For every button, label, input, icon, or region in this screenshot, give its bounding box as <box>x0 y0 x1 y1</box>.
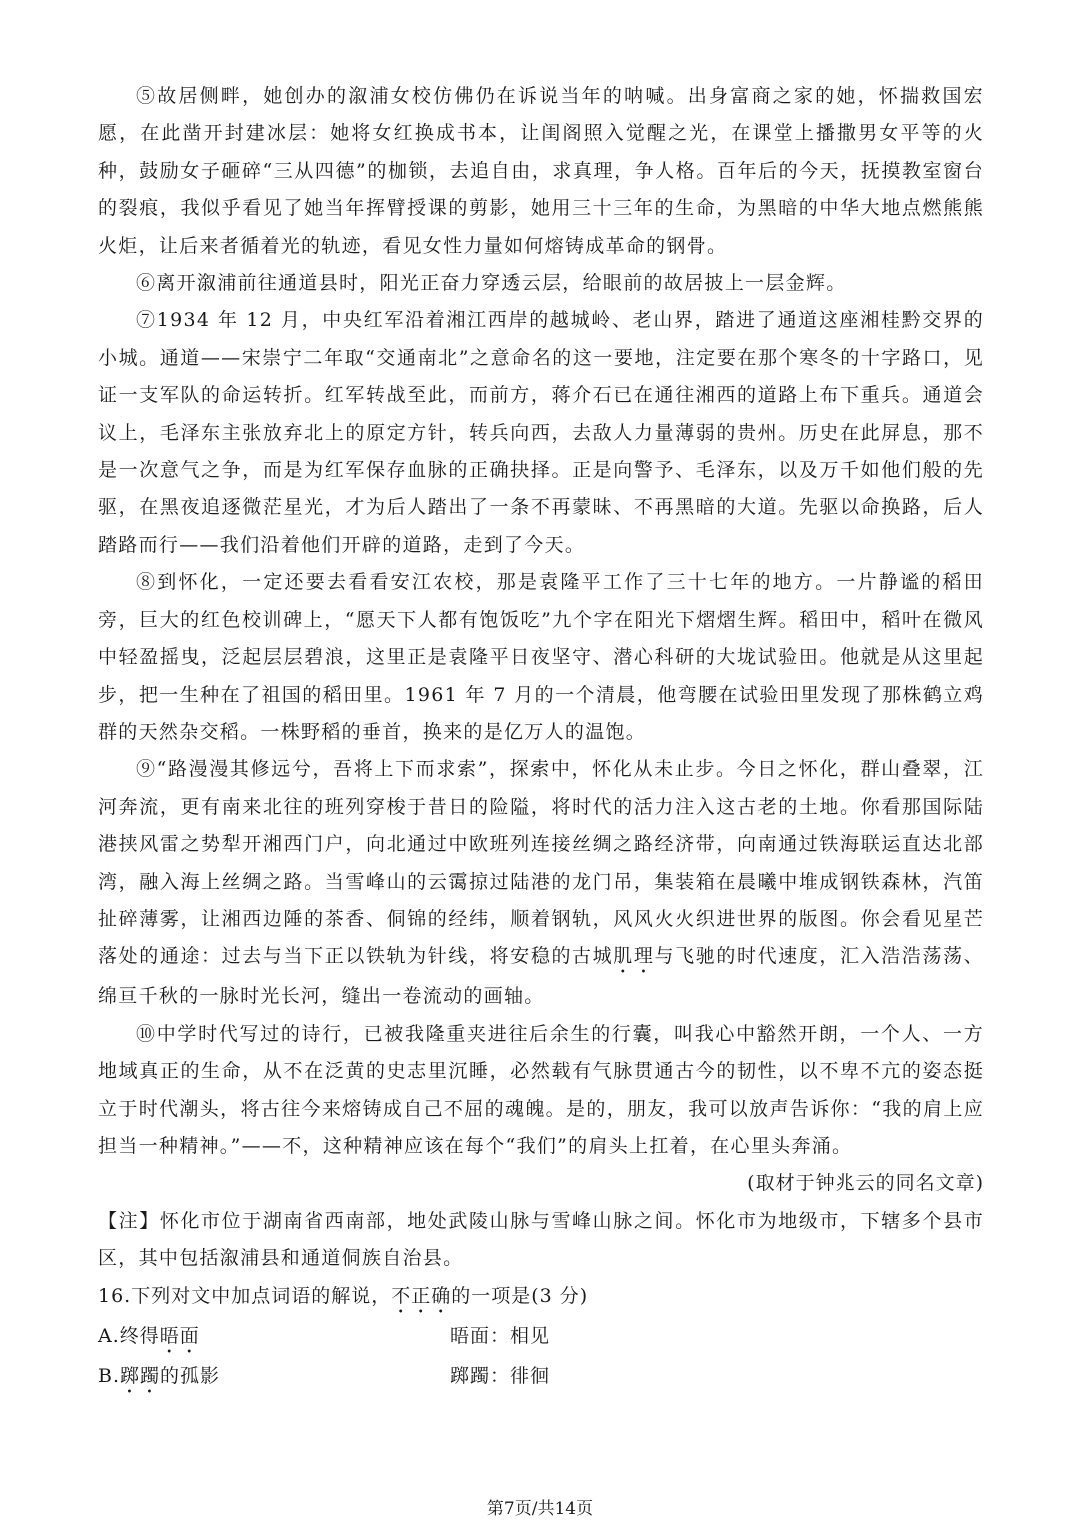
option-b-explanation: 踯躅：徘徊 <box>450 1364 551 1387</box>
question-prefix: 16.下列对文中加点词语的解说， <box>98 1284 392 1307</box>
option-a <box>98 1318 984 1358</box>
option-b-suffix: 的孤影 <box>160 1364 221 1387</box>
paragraph-6: ⑥离开溆浦前往通道县时，阳光正奋力穿透云层，给眼前的故居披上一层金辉。 <box>136 272 847 295</box>
paragraph-9-text-b: 与飞驰的时代速度，汇入浩浩荡荡、绵亘千秋的一脉时光长河，缝出一卷流动的画轴。 <box>98 945 984 1008</box>
footnote: 【注】怀化市位于湖南省西南部，地处武陵山脉与雪峰山脉之间。怀化市为地级市，下辖多个县市区，其中包括溆浦县和通道侗族自治县。 <box>98 1209 984 1270</box>
option-b-term <box>98 1358 220 1398</box>
question-16 <box>98 1278 984 1318</box>
option-a-term <box>98 1318 200 1358</box>
option-b-prefix: B. <box>98 1364 121 1387</box>
paragraph-8: ⑧到怀化，一定还要去看看安江农校，那是袁隆平工作了三十七年的地方。一片静谧的稻田旁，巨大的红色校训碑上，“愿天下人都有饱饭吃”九个字在阳光下熠熠生辉。稻田中，稻叶在微风中轻盈摇曳，泛起层层碧浪，这里正是袁隆平日夜坚守、潜心科研的大垅试验田。他就是从这里起步，把一生种在了祖国的稻田里。1961 年 7 月的一个清晨，他弯腰在试验田里发现了那株鹤立鸡群的天然杂交稻。一株野稻的垂首，换来的是亿万人的温饱。 <box>98 571 984 743</box>
paragraph-9 <box>98 751 984 1015</box>
option-b-dotted: 踯躅 <box>120 1364 161 1387</box>
source-citation: (取材于钟兆云的同名文章) <box>747 1172 984 1195</box>
question-suffix: 的一项是(3 分) <box>451 1284 589 1307</box>
option-a-prefix: A.终得 <box>98 1324 160 1347</box>
paragraph-9-text-a: ⑨“路漫漫其修远兮，吾将上下而求索”，探索中，怀化从未止步。今日之怀化，群山叠翠，江河奔流，更有南来北往的班列穿梭于昔日的险隘，将时代的活力注入这古老的土地。你看那国际陆港挟风雷之势犁开湘西门户，向北通过中欧班列连接丝绸之路经济带，向南通过铁海联运直达北部湾，融入海上丝绸之路。当雪峰山的云霭掠过陆港的龙门吊，集装箱在晨曦中堆成钢铁森林，汽笛扯碎薄雾，让湘西边陲的茶香、侗锦的经纬，顺着钢轨，风风火火织进世界的版图。你会看见星芒落处的通途：过去与当下正以铁轨为针线，将安稳的古城 <box>98 758 984 968</box>
option-a-dotted: 晤面 <box>159 1324 200 1347</box>
option-b <box>98 1358 984 1398</box>
question-dotted: 不正确 <box>391 1284 452 1307</box>
dotted-word-jili: 肌理 <box>613 945 655 968</box>
paragraph-10: ⑩中学时代写过的诗行，已被我隆重夹进往后余生的行囊，叫我心中豁然开朗，一个人、一方地域真正的生命，从不在泛黄的史志里沉睡，必然载有气脉贯通古今的韧性，以不卑不亢的姿态挺立于时代潮头，将古往今来熔铸成自己不屈的魂魄。是的，朋友，我可以放声告诉你：“我的肩上应担当一种精神。”——不，这种精神应该在每个“我们”的肩头上扛着，在心里头奔涌。 <box>98 1022 984 1157</box>
option-a-explanation: 晤面：相见 <box>450 1324 551 1347</box>
page-footer: 第7页/共14页 <box>486 1499 594 1519</box>
paragraph-5: ⑤故居侧畔，她创办的溆浦女校仿佛仍在诉说当年的呐喊。出身富商之家的她，怀揣救国宏愿，在此凿开封建冰层：她将女红换成书本，让闺阁照入觉醒之光，在课堂上播撒男女平等的火种，鼓励女子砸碎“三从四德”的枷锁，去追自由，求真理，争人格。百年后的今天，抚摸教室窗台的裂痕，我似乎看见了她当年挥臂授课的剪影，她用三十三年的生命，为黑暗的中华大地点燃熊熊火炬，让后来者循着光的轨迹，看见女性力量如何熔铸成革命的钢骨。 <box>98 85 984 257</box>
paragraph-7: ⑦1934 年 12 月，中央红军沿着湘江西岸的越城岭、老山界，踏进了通道这座湘桂黔交界的小城。通道——宋崇宁二年取“交通南北”之意命名的这一要地，注定要在那个寒冬的十字路口，见证一支军队的命运转折。红军转战至此，而前方，蒋介石已在通往湘西的道路上布下重兵。通道会议上，毛泽东主张放弃北上的原定方针，转兵向西，去敌人力量薄弱的贵州。历史在此屏息，那不是一次意气之争，而是为红军保存血脉的正确抉择。正是向警予、毛泽东，以及万千如他们般的先驱，在黑夜追逐微茫星光，才为后人踏出了一条不再蒙昧、不再黑暗的大道。先驱以命换路，后人踏路而行——我们沿着他们开辟的道路，走到了今天。 <box>98 309 984 556</box>
